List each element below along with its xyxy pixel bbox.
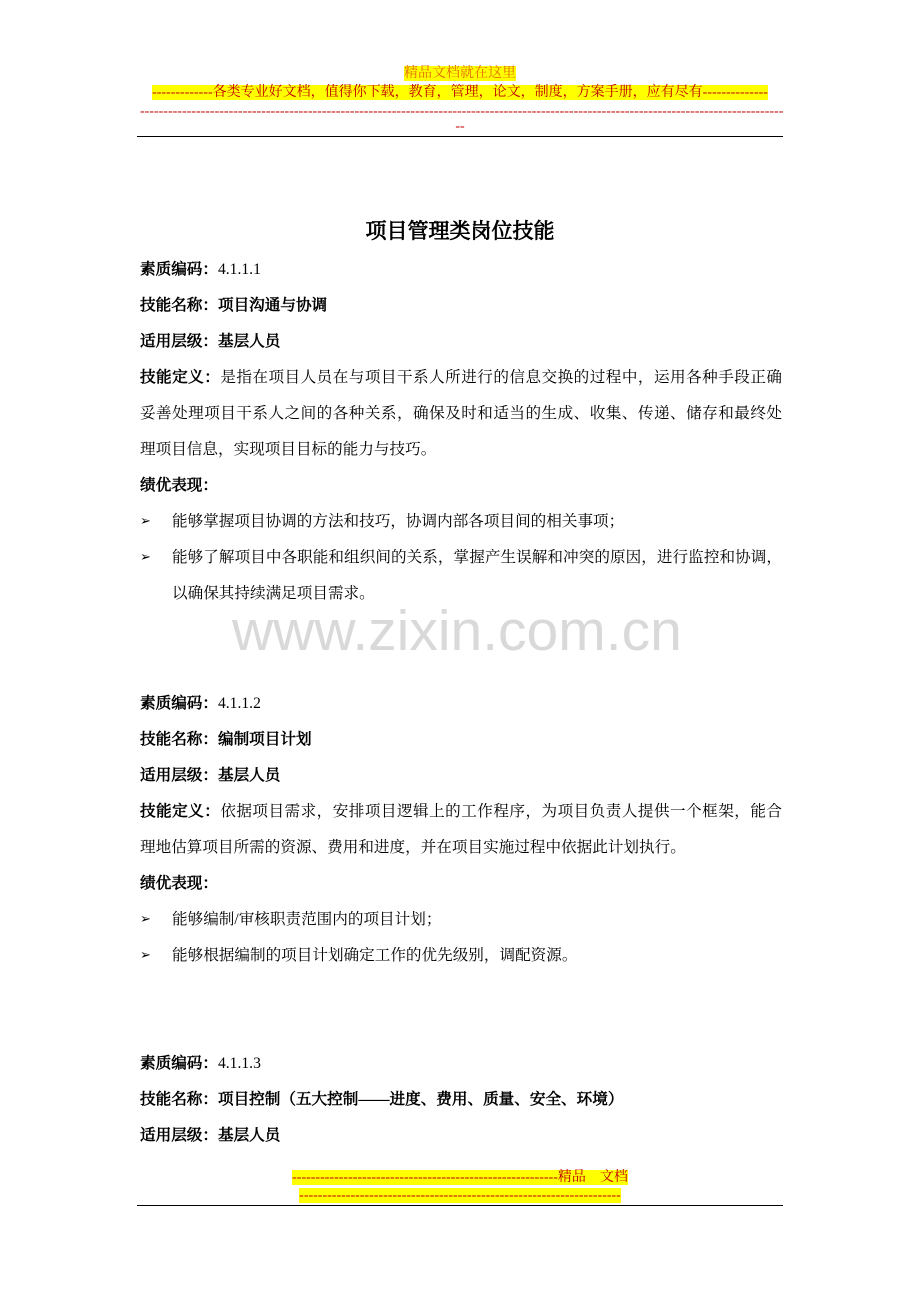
skill-name-row (140, 288, 782, 324)
skill-level-row (140, 758, 782, 794)
skill-level-row (140, 1118, 782, 1154)
skill-level-row (140, 324, 782, 360)
skill-level: 基层人员 (217, 333, 281, 350)
skill-level: 基层人员 (217, 767, 281, 784)
watermark-text: www.zixin.com.cn (232, 599, 682, 663)
skill-definition-text: 依据项目需求，安排项目逻辑上的工作程序，为项目负责人提供一个框架，能合 (220, 803, 782, 820)
performance-item (140, 938, 782, 974)
skill-code: 4.1.1.2 (217, 695, 261, 712)
arrow-bullet-icon: ➢ (140, 912, 151, 927)
skill-definition-label: 技能定义： (140, 369, 221, 386)
skill-name-label: 技能名称： (140, 297, 218, 314)
arrow-bullet-icon: ➢ (140, 550, 151, 565)
skill-name: 项目沟通与协调 (217, 297, 328, 314)
skill-code: 4.1.1.1 (217, 261, 261, 278)
performance-item-continuation: 以确保其持续满足项目需求。 (172, 585, 375, 602)
header-rule (137, 136, 783, 137)
skill-code-row (140, 1046, 782, 1082)
footer-rule (137, 1205, 783, 1206)
skill-name-label: 技能名称： (140, 731, 218, 748)
footer-line-1-row (0, 1169, 920, 1186)
footer-line-1: ---------------------------------------------------------精品 文档 (292, 1170, 628, 1185)
skill-block-2 (140, 686, 782, 974)
performance-item (140, 504, 782, 540)
performance-item-text: 能够编制/审核职责范围内的项目计划； (172, 911, 442, 928)
skill-name-row (140, 1082, 782, 1118)
skill-code-label: 素质编码： (140, 1055, 218, 1072)
header-tagline-row (0, 65, 920, 82)
header-tagline: 精品文档就在这里 (404, 66, 516, 81)
performance-label: 绩优表现： (140, 875, 218, 892)
header-dash-line-continued-row (0, 118, 920, 135)
skill-name-row (140, 722, 782, 758)
skill-name-label: 技能名称： (140, 1091, 218, 1108)
skill-name: 项目控制（五大控制——进度、费用、质量、安全、环境） (217, 1091, 624, 1108)
skill-block-1 (140, 252, 782, 612)
header-banner-row (0, 84, 920, 101)
performance-item-text: 能够了解项目中各职能和组织间的关系，掌握产生误解和冲突的原因，进行监控和协调， (172, 549, 782, 566)
skill-definition-line (140, 794, 782, 830)
skill-level: 基层人员 (217, 1127, 281, 1144)
skill-definition-line: 理项目信息，实现项目目标的能力与技巧。 (140, 441, 437, 458)
skill-level-label: 适用层级： (140, 333, 218, 350)
footer-line-2: --------------------------------------------------------------------- (299, 1188, 621, 1203)
skill-code-row (140, 686, 782, 722)
performance-label: 绩优表现： (140, 477, 218, 494)
skill-code-label: 素质编码： (140, 261, 218, 278)
skill-definition-line: 理地估算项目所需的资源、费用和进度，并在项目实施过程中依据此计划执行。 (140, 839, 686, 856)
skill-level-label: 适用层级： (140, 1127, 218, 1144)
skill-level-label: 适用层级： (140, 767, 218, 784)
footer-line-2-row (0, 1187, 920, 1204)
header-banner: -------------各类专业好文档，值得你下载，教育，管理，论文，制度，方案手册，应有尽有-------------- (152, 85, 768, 100)
skill-code-label: 素质编码： (140, 695, 218, 712)
page-title: 项目管理类岗位技能 (365, 219, 555, 243)
header-dash-line: ------------------------------------------------------------------------------------------------------------------------------------------ (140, 104, 784, 119)
skill-code-row (140, 252, 782, 288)
performance-item (140, 902, 782, 938)
skill-block-3 (140, 1046, 782, 1154)
arrow-bullet-icon: ➢ (140, 948, 151, 963)
skill-name: 编制项目计划 (217, 731, 312, 748)
header-dash-line-continued: -- (455, 119, 465, 134)
performance-item (140, 540, 782, 576)
skill-definition-text: 是指在项目人员在与项目干系人所进行的信息交换的过程中，运用各种手段正确 (220, 369, 782, 386)
skill-code: 4.1.1.3 (217, 1055, 261, 1072)
skill-definition-line: 妥善处理项目干系人之间的各种关系，确保及时和适当的生成、收集、传递、储存和最终处 (140, 405, 782, 422)
skill-definition-label: 技能定义： (140, 803, 221, 820)
arrow-bullet-icon: ➢ (140, 514, 151, 529)
skill-definition-line (140, 360, 782, 396)
performance-item-text: 能够掌握项目协调的方法和技巧，协调内部各项目间的相关事项； (172, 513, 625, 530)
performance-item-text: 能够根据编制的项目计划确定工作的优先级别，调配资源。 (172, 947, 578, 964)
